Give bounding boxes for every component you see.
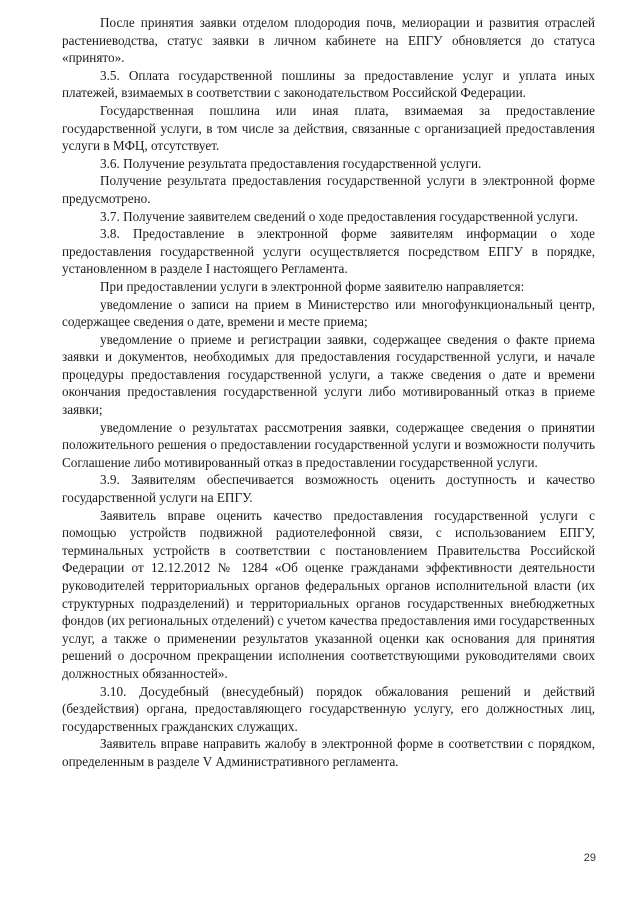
paragraph-3-10: 3.10. Досудебный (внесудебный) порядок обжалования решений и действий (бездействия) органа, предоставляющего государственную услугу, его должностных лиц, государственных гражданских служащих. <box>62 683 595 734</box>
document-body <box>62 14 595 771</box>
paragraph-notification-registration: уведомление о приеме и регистрации заявки, содержащее сведения о факте приема заявки и документов, необходимых для предоставления государственной услуги, и начале процедуры предоставления государственной услуги, а также сведения о дате и времени окончания предоставления государственной услуги либо мотивированный отказ в приеме заявки; <box>62 331 595 418</box>
page-number: 29 <box>583 852 596 864</box>
paragraph-notifications-intro: При предоставлении услуги в электронной форме заявителю направляется: <box>100 278 525 294</box>
paragraph-3-5-heading: 3.5. Оплата государственной пошлины за предоставление услуг и уплата иных платежей, взимаемых в соответствии с законодательством Российской Федерации. <box>62 67 595 101</box>
paragraph-quality-assessment: Заявитель вправе оценить качество предоставления государственной услуги с помощью устройств подвижной радиотелефонной связи, с использованием ЕПГУ, терминальных устройств в соответствии с постановлением Правительства Российской Федерации от 12.12.2012 № 1284 «Об оценке гражданами эффективности деятельности руководителей территориальных органов федеральных органов исполнительной власти (их структурных подразделений) и территориальных органов государственных внебюджетных фондов (их региональных отделений) с учетом качества предоставления ими государственных услуг, а также о применении результатов указанной оценки как основания для принятия решений о досрочном прекращении исполнения соответствующими руководителями своих должностных обязанностей». <box>62 507 595 681</box>
paragraph-3-6-heading: 3.6. Получение результата предоставления государственной услуги. <box>100 155 482 171</box>
paragraph-complaint: Заявитель вправе направить жалобу в электронной форме в соответствии с порядком, определенным в разделе V Административного регламента. <box>62 736 595 769</box>
paragraph-result-electronic: Получение результата предоставления государственной услуги в электронной форме предусмотрено. <box>62 173 595 206</box>
paragraph-fee: Государственная пошлина или иная плата, взимаемая за предоставление государственной услуги, в том числе за действия, связанные с организацией предоставления услуги в МФЦ, отсутствует. <box>62 102 595 154</box>
paragraph-3-7-heading: 3.7. Получение заявителем сведений о ходе предоставления государственной услуги. <box>100 208 579 224</box>
paragraph-notification-appointment: уведомление о записи на прием в Министерство или многофункциональный центр, содержащее сведения о дате, времени и месте приема; <box>62 296 595 330</box>
paragraph-3-8: 3.8. Предоставление в электронной форме заявителям информации о ходе предоставления государственной услуги осуществляется посредством ЕПГУ в порядке, установленном в разделе I настоящего Регламента. <box>62 226 595 277</box>
paragraph-status-update: После принятия заявки отделом плодородия почв, мелиорации и развития отраслей растениеводства, статус заявки в личном кабинете на ЕПГУ обновляется до статуса «принято». <box>62 15 595 66</box>
paragraph-3-9: 3.9. Заявителям обеспечивается возможность оценить доступность и качество государственной услуги на ЕПГУ. <box>62 472 595 506</box>
paragraph-notification-results: уведомление о результатах рассмотрения заявки, содержащее сведения о принятии положительного решения о предоставлении государственной услуги и возможности получить Соглашение либо мотивированный отказ в предоставлении государственной услуги. <box>62 419 595 470</box>
